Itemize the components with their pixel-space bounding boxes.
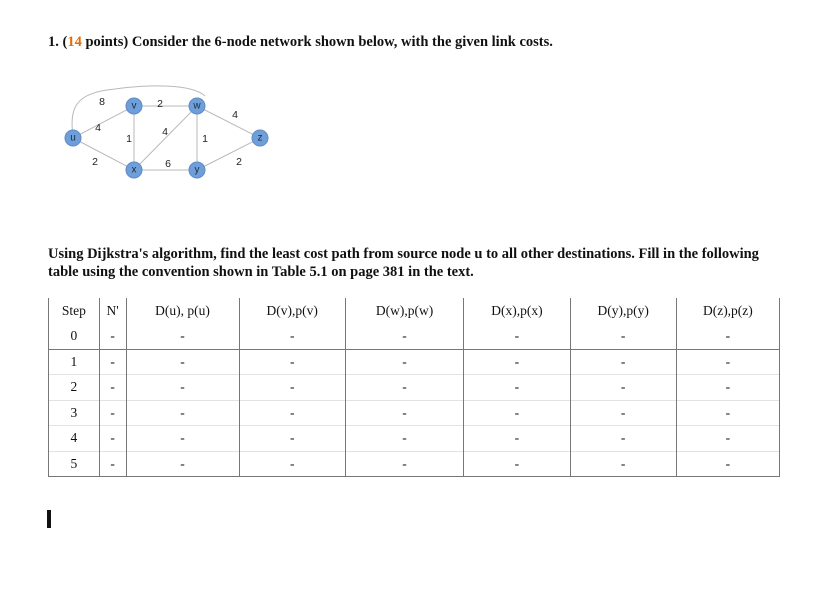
table-cell[interactable]: - <box>676 451 779 477</box>
table-cell[interactable]: - <box>239 375 345 401</box>
table-cell[interactable]: - <box>345 349 463 375</box>
table-cell[interactable]: - <box>676 324 779 349</box>
question-text: Consider the 6-node network shown below, with the given link costs. <box>128 34 553 50</box>
table-cell[interactable]: - <box>570 400 676 426</box>
svg-text:u: u <box>70 132 76 144</box>
table-cell[interactable]: - <box>570 349 676 375</box>
edge-u-v <box>73 106 134 138</box>
table-cell[interactable]: 0 <box>49 324 100 349</box>
header-dz: D(z),p(z) <box>676 298 779 324</box>
table-cell[interactable]: 1 <box>49 349 100 375</box>
table-cell[interactable]: - <box>345 324 463 349</box>
table-cell[interactable]: - <box>464 451 570 477</box>
header-dv: D(v),p(v) <box>239 298 345 324</box>
table-cell[interactable]: - <box>676 375 779 401</box>
instructions-line-1: Using Dijkstra's algorithm, find the least cost path from source node u to all other destinations. Fill in the following <box>48 246 759 262</box>
header-n-prime: N' <box>99 298 126 324</box>
table-cell[interactable]: - <box>345 451 463 477</box>
question-number: 1. <box>48 34 59 50</box>
table-row <box>49 324 780 349</box>
instructions <box>48 246 783 281</box>
table-cell[interactable]: - <box>126 451 239 477</box>
table-cell[interactable]: - <box>99 400 126 426</box>
cost-u-w: 8 <box>99 96 105 108</box>
table-cell[interactable]: 2 <box>49 375 100 401</box>
header-du: D(u), p(u) <box>126 298 239 324</box>
table-cell[interactable]: - <box>239 451 345 477</box>
svg-text:z: z <box>257 132 263 144</box>
table-cell[interactable]: - <box>570 426 676 452</box>
table-cell[interactable]: - <box>126 400 239 426</box>
points-label: points) <box>81 34 129 50</box>
table-cell[interactable]: 4 <box>49 426 100 452</box>
table-cell[interactable]: - <box>676 426 779 452</box>
table-header-row <box>49 298 780 324</box>
table-cell[interactable]: - <box>99 324 126 349</box>
table-cell[interactable]: - <box>126 324 239 349</box>
table-row <box>49 426 780 452</box>
table-cell[interactable]: - <box>464 400 570 426</box>
svg-text:x: x <box>131 164 137 176</box>
table-cell[interactable]: - <box>570 375 676 401</box>
table-cell[interactable]: - <box>99 349 126 375</box>
table-cell[interactable]: - <box>239 324 345 349</box>
table-cell[interactable]: - <box>126 375 239 401</box>
edge-u-x <box>73 138 134 170</box>
table-cell[interactable]: - <box>464 375 570 401</box>
header-dx: D(x),p(x) <box>464 298 570 324</box>
cost-v-x: 1 <box>126 133 132 145</box>
cost-y-z: 2 <box>236 156 242 168</box>
table-row <box>49 375 780 401</box>
table-cell[interactable]: - <box>676 400 779 426</box>
table-cell[interactable]: - <box>345 426 463 452</box>
cost-x-w: 4 <box>162 126 168 138</box>
svg-text:y: y <box>194 164 200 176</box>
table-cell[interactable]: 3 <box>49 400 100 426</box>
instructions-line-2: table using the convention shown in Table 5.1 on page 381 in the text. <box>48 263 474 280</box>
table-row <box>49 451 780 477</box>
table-cell[interactable]: - <box>676 349 779 375</box>
points-value: 14 <box>67 34 82 50</box>
table-cell[interactable]: - <box>345 400 463 426</box>
network-diagram <box>0 0 829 240</box>
node-y <box>189 162 205 178</box>
node-u <box>65 130 81 146</box>
table-cell[interactable]: - <box>239 400 345 426</box>
table-cell[interactable]: - <box>239 349 345 375</box>
table-cell[interactable]: - <box>570 324 676 349</box>
node-v <box>126 98 142 114</box>
cost-u-v: 4 <box>95 122 101 134</box>
table-cell[interactable]: - <box>239 426 345 452</box>
table-cell[interactable]: 5 <box>49 451 100 477</box>
cost-w-y: 1 <box>202 133 208 145</box>
dijkstra-table <box>48 298 780 477</box>
table-cell[interactable]: - <box>126 349 239 375</box>
cost-u-x: 2 <box>92 156 98 168</box>
node-w <box>189 98 205 114</box>
table-cell[interactable]: - <box>126 426 239 452</box>
table-cell[interactable]: - <box>464 324 570 349</box>
table-cell[interactable]: - <box>99 375 126 401</box>
table-cell[interactable]: - <box>99 426 126 452</box>
node-x <box>126 162 142 178</box>
table-row <box>49 400 780 426</box>
cost-v-w: 2 <box>157 98 163 110</box>
points-open: ( <box>62 34 68 50</box>
table-cell[interactable]: - <box>464 349 570 375</box>
text-cursor[interactable] <box>47 510 51 528</box>
table-cell[interactable]: - <box>464 426 570 452</box>
header-step: Step <box>49 298 100 324</box>
header-dy: D(y),p(y) <box>570 298 676 324</box>
table-cell[interactable]: - <box>345 375 463 401</box>
cost-x-y: 6 <box>165 158 171 170</box>
table-cell[interactable]: - <box>570 451 676 477</box>
cost-w-z: 4 <box>232 109 238 121</box>
header-dw: D(w),p(w) <box>345 298 463 324</box>
node-z <box>252 130 268 146</box>
table-cell[interactable]: - <box>99 451 126 477</box>
svg-text:v: v <box>131 100 137 112</box>
table-row <box>49 349 780 375</box>
svg-text:w: w <box>193 100 201 112</box>
